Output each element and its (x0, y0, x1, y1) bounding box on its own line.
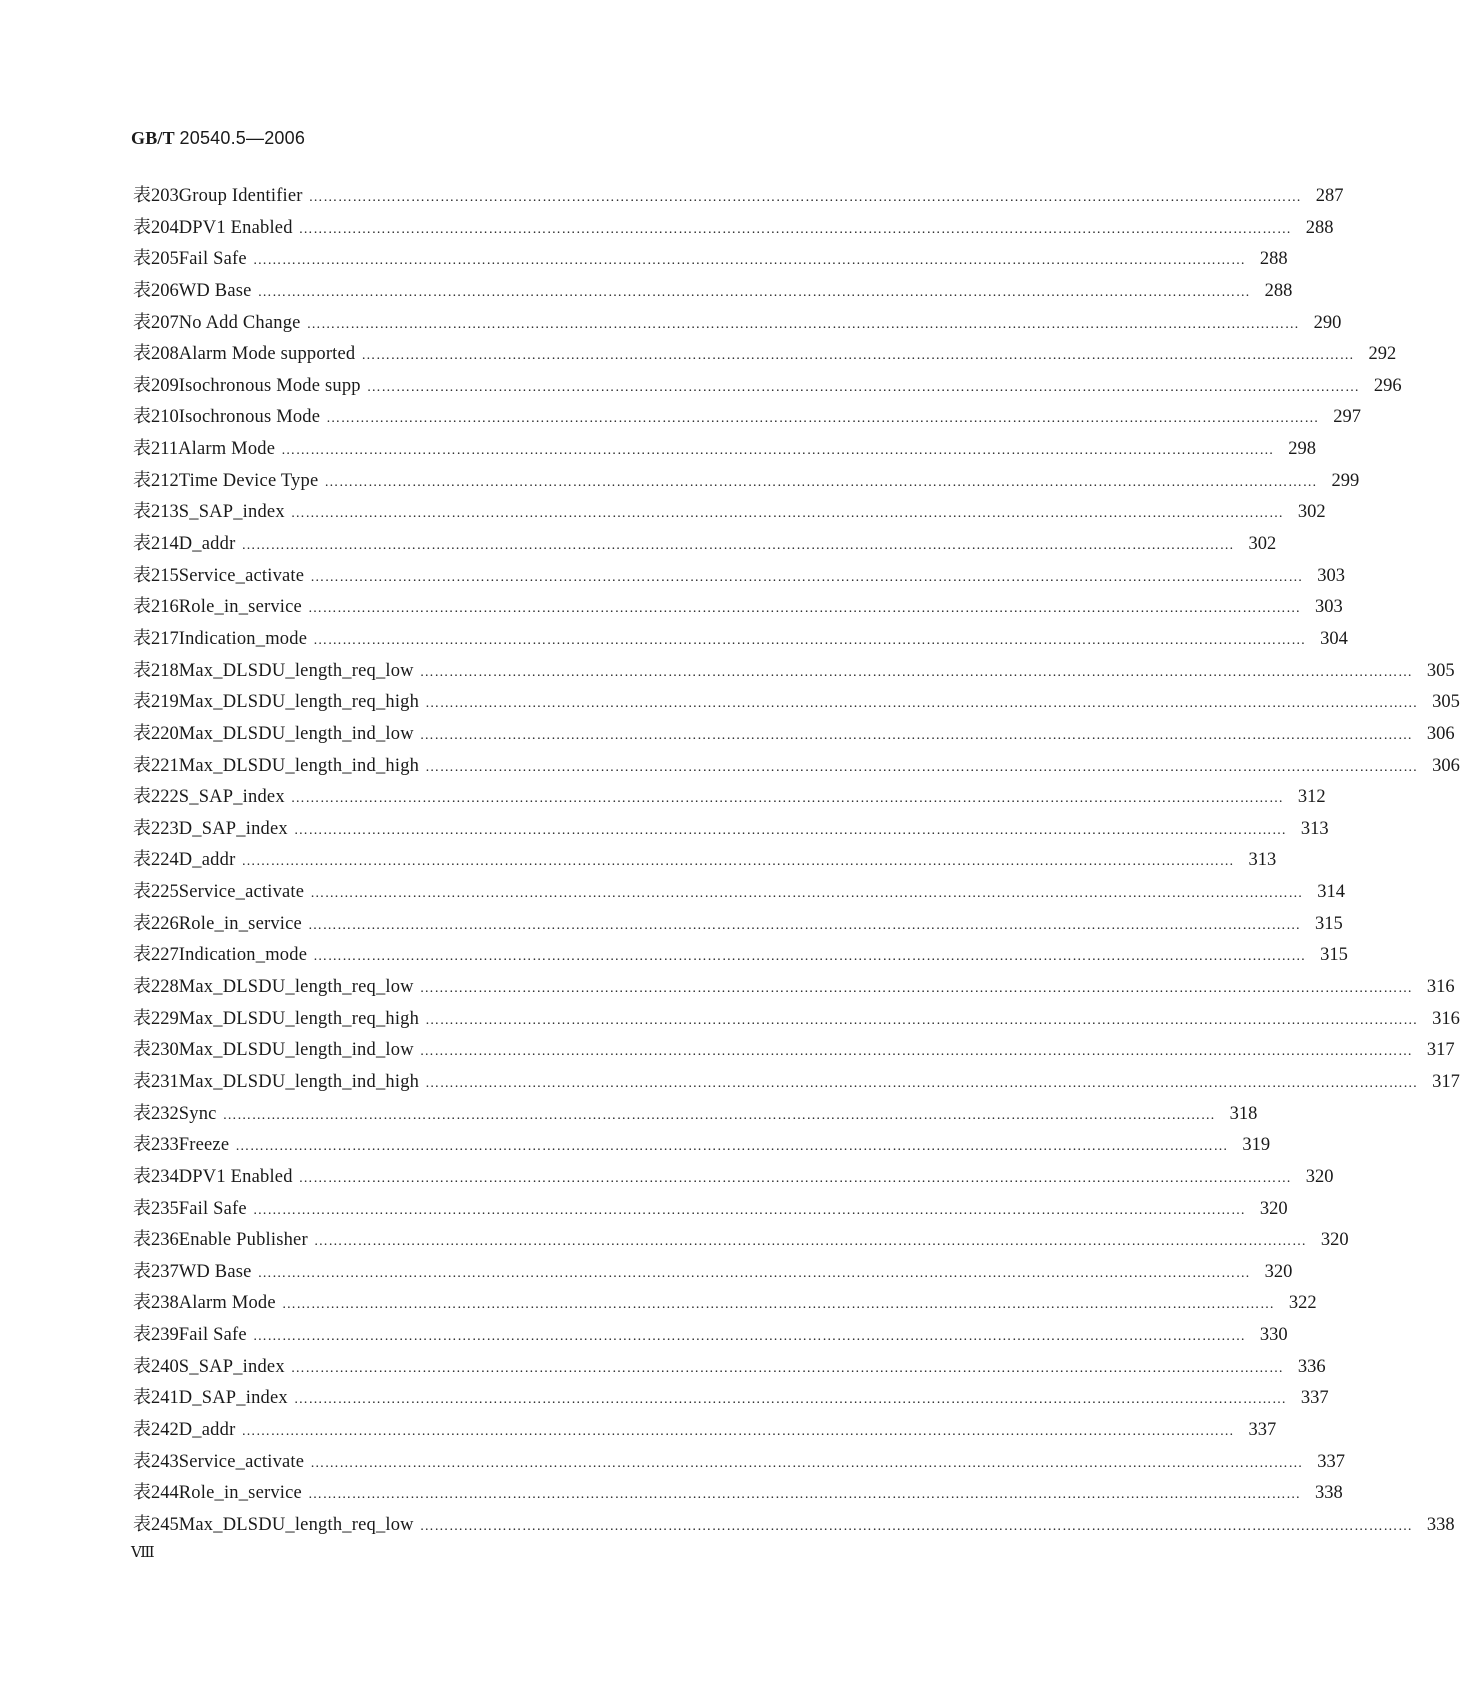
toc-entry-leader-dots: …………………………………………………………………………………………………………………………………………………………………………………… (425, 696, 1418, 712)
toc-entry-leader-dots: …………………………………………………………………………………………………………………………………………………………………………………… (307, 601, 1301, 617)
toc-entry-leader-dots: …………………………………………………………………………………………………………………………………………………………………………………… (310, 886, 1303, 902)
toc-entry-leader-dots: …………………………………………………………………………………………………………………………………………………………………………………… (257, 284, 1251, 300)
toc-entry-number: 243 (151, 1451, 179, 1472)
toc-entry[interactable] (133, 814, 1329, 846)
toc-entry-page: 288 (1264, 280, 1293, 301)
toc-entry-prefix: 表 (133, 817, 151, 839)
toc-entry-title: Max_DLSDU_length_req_low (178, 660, 414, 681)
toc-entry-prefix: 表 (133, 564, 151, 586)
toc-entry-page: 320 (1305, 1166, 1334, 1187)
toc-entry-page: 316 (1432, 1008, 1460, 1029)
toc-entry-title: Max_DLSDU_length_ind_high (178, 755, 420, 776)
toc-entry-prefix: 表 (133, 1355, 151, 1377)
toc-entry-number: 232 (151, 1103, 179, 1124)
toc-entry-number: 240 (151, 1356, 179, 1377)
toc-entry-title: D_SAP_index (178, 1388, 288, 1409)
toc-entry[interactable] (133, 1004, 1460, 1036)
toc-entry-title: DPV1 Enabled (178, 1166, 293, 1187)
toc-entry-title: Max_DLSDU_length_ind_high (178, 1071, 420, 1092)
toc-entry-page: 318 (1229, 1103, 1258, 1124)
toc-entry-page: 304 (1320, 628, 1348, 649)
toc-entry-page: 312 (1297, 787, 1326, 808)
toc-entry-prefix: 表 (133, 1292, 151, 1314)
toc-entry-title: Max_DLSDU_length_req_low (178, 977, 414, 998)
toc-entry-number: 205 (151, 249, 179, 270)
toc-entry-title: Role_in_service (178, 597, 302, 618)
toc-entry-leader-dots: …………………………………………………………………………………………………………………………………………………………………………………… (252, 1202, 1246, 1218)
toc-entry-prefix: 表 (133, 1482, 151, 1504)
toc-entry-title: Group Identifier (178, 186, 303, 206)
toc-entry-leader-dots: …………………………………………………………………………………………………………………………………………………………………………………… (241, 1423, 1235, 1439)
toc-entry[interactable] (133, 1225, 1349, 1257)
toc-entry-title: D_addr (178, 534, 236, 555)
toc-entry-prefix: 表 (133, 216, 151, 238)
toc-entry-title: WD Base (178, 280, 252, 301)
toc-entry-page: 290 (1313, 312, 1342, 333)
toc-entry-number: 214 (151, 534, 179, 555)
toc-entry-title: Isochronous Mode (178, 407, 321, 428)
toc-entry-prefix: 表 (133, 469, 151, 491)
toc-entry-title: Fail Safe (178, 249, 247, 270)
toc-entry[interactable] (133, 434, 1316, 466)
toc-entry[interactable] (133, 466, 1360, 498)
toc-entry-prefix: 表 (133, 1513, 151, 1535)
toc-entry-number: 217 (151, 628, 179, 649)
toc-entry-title: No Add Change (178, 312, 301, 333)
toc-entry-leader-dots: …………………………………………………………………………………………………………………………………………………………………………………… (307, 1487, 1301, 1503)
toc-entry-page: 322 (1288, 1293, 1317, 1314)
toc-entry-page: 314 (1317, 882, 1345, 903)
toc-entry[interactable] (133, 276, 1293, 308)
toc-entry-number: 225 (151, 882, 179, 903)
toc-entry-number: 228 (151, 977, 179, 998)
toc-entry-title: D_addr (178, 1419, 236, 1440)
toc-entry-title: Role_in_service (178, 913, 302, 934)
toc-entry[interactable] (133, 1383, 1329, 1415)
toc-entry-page: 287 (1315, 186, 1344, 206)
toc-entry[interactable] (133, 687, 1460, 719)
toc-entry-page: 303 (1315, 597, 1343, 618)
toc-entry-number: 235 (151, 1198, 179, 1219)
toc-entry-prefix: 表 (133, 976, 151, 998)
toc-entry-title: Indication_mode (178, 628, 308, 649)
toc-entry-title: Role_in_service (178, 1483, 302, 1504)
toc-entry-leader-dots: …………………………………………………………………………………………………………………………………………………………………………………… (425, 1075, 1418, 1091)
toc-entry-page: 305 (1426, 660, 1455, 681)
toc-entry-title: Max_DLSDU_length_ind_low (178, 723, 414, 744)
toc-entry-title: Fail Safe (178, 1198, 247, 1219)
toc-entry-number: 210 (151, 407, 179, 428)
toc-entry[interactable] (133, 402, 1361, 434)
toc-entry-leader-dots: …………………………………………………………………………………………………………………………………………………………………………………… (290, 506, 1284, 522)
toc-entry-title: Alarm Mode (178, 439, 276, 460)
standard-code: GB/T (131, 128, 175, 148)
toc-entry-title: Isochronous Mode supp (178, 375, 361, 396)
toc-entry[interactable] (133, 1510, 1455, 1542)
toc-entry[interactable] (133, 1478, 1343, 1510)
toc-entry-page: 288 (1259, 249, 1288, 270)
toc-entry-title: WD Base (178, 1261, 252, 1282)
toc-entry-prefix: 表 (133, 185, 151, 206)
toc-entry-leader-dots: …………………………………………………………………………………………………………………………………………………………………………………… (310, 569, 1303, 585)
toc-entry-prefix: 表 (133, 912, 151, 934)
toc-entry[interactable] (133, 1288, 1317, 1320)
toc-entry-number: 211 (151, 439, 179, 460)
toc-entry-page: 292 (1368, 344, 1397, 365)
toc-entry-title: Service_activate (178, 1451, 305, 1472)
toc-entry-leader-dots: …………………………………………………………………………………………………………………………………………………………………………………… (419, 1518, 1413, 1534)
toc-entry-title: Time Device Type (178, 470, 319, 491)
toc-entry-number: 244 (151, 1483, 179, 1504)
toc-entry-prefix: 表 (133, 501, 151, 523)
toc-entry-page: 315 (1320, 945, 1348, 966)
toc-entry-page: 303 (1317, 565, 1345, 586)
toc-entry-page: 313 (1300, 818, 1329, 839)
toc-entry-title: Service_activate (178, 565, 305, 586)
toc-entry-number: 215 (151, 565, 179, 586)
toc-entry[interactable] (133, 877, 1345, 909)
toc-entry[interactable] (133, 213, 1334, 245)
toc-entry-page: 315 (1315, 913, 1343, 934)
toc-entry-prefix: 表 (133, 1260, 151, 1282)
toc-entry-prefix: 表 (133, 627, 151, 649)
toc-entry-title: Alarm Mode (178, 1293, 276, 1314)
toc-entry-title: S_SAP_index (178, 787, 285, 808)
toc-entry-prefix: 表 (133, 596, 151, 618)
toc-entry-page: 302 (1297, 502, 1326, 523)
toc-entry-leader-dots: …………………………………………………………………………………………………………………………………………………………………………………… (293, 1392, 1287, 1408)
toc-entry[interactable] (133, 751, 1460, 783)
toc-entry-number: 219 (151, 692, 179, 713)
toc-entry[interactable] (133, 181, 1344, 213)
toc-entry-number: 222 (151, 787, 179, 808)
toc-entry-leader-dots: …………………………………………………………………………………………………………………………………………………………………………………… (313, 1234, 1307, 1250)
toc-entry-number: 218 (151, 660, 179, 681)
toc-entry-prefix: 表 (133, 1197, 151, 1219)
toc-entry-title: Fail Safe (178, 1325, 247, 1346)
toc-entry-number: 229 (151, 1008, 179, 1029)
toc-entry-page: 306 (1432, 755, 1460, 776)
standard-number: 20540.5—2006 (179, 128, 306, 148)
toc-entry-number: 203 (151, 186, 179, 206)
toc-entry[interactable] (133, 1320, 1288, 1352)
toc-entry-page: 336 (1297, 1356, 1326, 1377)
toc-entry-number: 213 (151, 502, 179, 523)
toc-entry-number: 206 (151, 280, 179, 301)
toc-entry[interactable] (133, 497, 1326, 529)
toc-entry-prefix: 表 (133, 1165, 151, 1187)
toc-entry[interactable] (133, 845, 1277, 877)
toc-entry[interactable] (133, 1162, 1334, 1194)
toc-entry-leader-dots: …………………………………………………………………………………………………………………………………………………………………………………… (290, 1360, 1284, 1376)
toc-entry[interactable] (133, 1067, 1460, 1099)
toc-entry-page: 296 (1373, 375, 1402, 396)
toc-entry-prefix: 表 (133, 722, 151, 744)
toc-entry-prefix: 表 (133, 1418, 151, 1440)
toc-entry-leader-dots: …………………………………………………………………………………………………………………………………………………………………………………… (290, 791, 1284, 807)
toc-entry-title: S_SAP_index (178, 1356, 285, 1377)
toc-entry-prefix: 表 (133, 1134, 151, 1156)
toc-entry-number: 220 (151, 723, 179, 744)
toc-entry[interactable] (133, 244, 1288, 276)
toc-entry[interactable] (133, 592, 1343, 624)
toc-entry-leader-dots: …………………………………………………………………………………………………………………………………………………………………………………… (235, 1139, 1229, 1155)
toc-entry-leader-dots: …………………………………………………………………………………………………………………………………………………………………………………… (366, 379, 1360, 395)
toc-entry-prefix: 表 (133, 849, 151, 871)
toc-entry[interactable] (133, 1447, 1345, 1479)
toc-entry-title: Enable Publisher (178, 1230, 308, 1251)
toc-entry-number: 237 (151, 1261, 179, 1282)
toc-entry-prefix: 表 (133, 1039, 151, 1061)
toc-entry-prefix: 表 (133, 1450, 151, 1472)
toc-entry[interactable] (133, 1035, 1455, 1067)
toc-entry-leader-dots: …………………………………………………………………………………………………………………………………………………………………………………… (241, 854, 1235, 870)
toc-entry-page: 298 (1288, 439, 1316, 460)
toc-entry-page: 338 (1315, 1483, 1343, 1504)
toc-entry-leader-dots: …………………………………………………………………………………………………………………………………………………………………………………… (419, 1044, 1413, 1060)
toc-entry-leader-dots: …………………………………………………………………………………………………………………………………………………………………………………… (324, 474, 1318, 490)
toc-entry-title: Sync (178, 1103, 217, 1124)
toc-entry-number: 227 (151, 945, 179, 966)
toc-entry-page: 337 (1248, 1419, 1277, 1440)
toc-entry-leader-dots: …………………………………………………………………………………………………………………………………………………………………………………… (313, 632, 1306, 648)
toc-entry-number: 209 (151, 375, 179, 396)
toc-entry-leader-dots: …………………………………………………………………………………………………………………………………………………………………………………… (298, 1170, 1292, 1186)
toc-entry-leader-dots: …………………………………………………………………………………………………………………………………………………………………………………… (281, 443, 1274, 459)
toc-entry-prefix: 表 (133, 343, 151, 365)
toc-entry-leader-dots: …………………………………………………………………………………………………………………………………………………………………………………… (298, 221, 1292, 237)
toc-entry-leader-dots: …………………………………………………………………………………………………………………………………………………………………………………… (252, 1329, 1246, 1345)
toc-entry-prefix: 表 (133, 279, 151, 301)
toc-entry-prefix: 表 (133, 754, 151, 776)
toc-entry-number: 234 (151, 1166, 179, 1187)
toc-entry[interactable] (133, 529, 1277, 561)
toc-entry-title: Freeze (178, 1135, 230, 1156)
page-number: Ⅷ (131, 1545, 155, 1561)
toc-entry-page: 317 (1432, 1071, 1460, 1092)
toc-entry[interactable] (133, 1130, 1271, 1162)
toc-entry-leader-dots: …………………………………………………………………………………………………………………………………………………………………………………… (222, 1107, 1216, 1123)
toc-entry-prefix: 表 (133, 659, 151, 681)
toc-entry[interactable] (133, 909, 1343, 941)
toc-entry[interactable] (133, 656, 1455, 688)
toc-entry-leader-dots: …………………………………………………………………………………………………………………………………………………………………………………… (252, 253, 1246, 269)
toc-entry-leader-dots: …………………………………………………………………………………………………………………………………………………………………………………… (241, 538, 1235, 554)
toc-entry-leader-dots: …………………………………………………………………………………………………………………………………………………………………………………… (361, 348, 1355, 364)
toc-entry[interactable] (133, 561, 1345, 593)
toc-entry-title: Indication_mode (178, 945, 308, 966)
toc-entry-number: 233 (151, 1135, 179, 1156)
toc-entry-title: D_addr (178, 850, 236, 871)
toc-entry-prefix: 表 (133, 1102, 151, 1124)
toc-entry-number: 241 (151, 1388, 179, 1409)
toc-entry[interactable] (133, 1257, 1293, 1289)
toc-entry-title: D_SAP_index (178, 818, 288, 839)
toc-entry-page: 305 (1432, 692, 1460, 713)
toc-entry-title: Max_DLSDU_length_req_high (178, 692, 420, 713)
toc-entry-leader-dots: …………………………………………………………………………………………………………………………………………………………………………………… (281, 1297, 1275, 1313)
toc-entry[interactable] (133, 1415, 1277, 1447)
toc-entry-number: 226 (151, 913, 179, 934)
toc-entry-prefix: 表 (133, 438, 151, 460)
toc-entry-page: 320 (1264, 1261, 1293, 1282)
toc-entry-page: 288 (1305, 217, 1334, 238)
toc-entry-number: 204 (151, 217, 179, 238)
toc-entry-title: Max_DLSDU_length_ind_low (178, 1040, 414, 1061)
toc-entry[interactable] (133, 1352, 1326, 1384)
toc-entry-number: 230 (151, 1040, 179, 1061)
toc-entry-title: DPV1 Enabled (178, 217, 293, 238)
toc-entry-page: 299 (1331, 470, 1360, 491)
toc-entry-number: 207 (151, 312, 179, 333)
toc-entry-number: 245 (151, 1514, 179, 1535)
toc-entry-title: Alarm Mode supported (178, 344, 356, 365)
toc-entry-number: 223 (151, 818, 179, 839)
toc-entry-number: 224 (151, 850, 179, 871)
toc-entry-page: 316 (1426, 977, 1455, 998)
toc-entry-title: Max_DLSDU_length_req_high (178, 1008, 420, 1029)
toc-entry-page: 320 (1259, 1198, 1288, 1219)
toc-entry-leader-dots: …………………………………………………………………………………………………………………………………………………………………………………… (293, 822, 1287, 838)
toc-entry-leader-dots: …………………………………………………………………………………………………………………………………………………………………………………… (307, 917, 1301, 933)
toc-entry-prefix: 表 (133, 1070, 151, 1092)
toc-entry-page: 330 (1259, 1325, 1288, 1346)
toc-entry[interactable] (133, 308, 1342, 340)
toc-entry-leader-dots: …………………………………………………………………………………………………………………………………………………………………………………… (419, 981, 1413, 997)
toc-entry-page: 338 (1426, 1514, 1455, 1535)
toc-entry-page: 306 (1426, 723, 1455, 744)
toc-entry-prefix: 表 (133, 1387, 151, 1409)
toc-entry-number: 221 (151, 755, 179, 776)
toc-entry-prefix: 表 (133, 1007, 151, 1029)
toc-entry-page: 317 (1426, 1040, 1455, 1061)
toc-entry-prefix: 表 (133, 374, 151, 396)
toc-entry-prefix: 表 (133, 533, 151, 555)
toc-entry-number: 212 (151, 470, 179, 491)
toc-entry-prefix: 表 (133, 406, 151, 428)
toc-entry-title: Max_DLSDU_length_req_low (178, 1514, 414, 1535)
toc-entry-page: 302 (1248, 534, 1277, 555)
toc-entry-prefix: 表 (133, 786, 151, 808)
toc-entry-number: 242 (151, 1419, 179, 1440)
toc-entry-number: 208 (151, 344, 179, 365)
toc-entry-leader-dots: …………………………………………………………………………………………………………………………………………………………………………………… (308, 190, 1302, 205)
toc-entry[interactable] (133, 1194, 1288, 1226)
page-header (131, 128, 305, 149)
table-of-contents (133, 181, 1460, 1542)
toc-entry-number: 231 (151, 1071, 179, 1092)
toc-entry-number: 239 (151, 1325, 179, 1346)
toc-entry[interactable] (133, 371, 1402, 403)
toc-entry-prefix: 表 (133, 311, 151, 333)
toc-entry-leader-dots: …………………………………………………………………………………………………………………………………………………………………………………… (257, 1265, 1251, 1281)
toc-entry-leader-dots: …………………………………………………………………………………………………………………………………………………………………………………… (425, 759, 1418, 775)
toc-entry-prefix: 表 (133, 1229, 151, 1251)
toc-entry-prefix: 表 (133, 691, 151, 713)
toc-entry-title: S_SAP_index (178, 502, 285, 523)
toc-entry[interactable] (133, 719, 1455, 751)
toc-entry[interactable] (133, 624, 1348, 656)
toc-entry-page: 320 (1320, 1230, 1349, 1251)
toc-entry-prefix: 表 (133, 248, 151, 270)
toc-entry-leader-dots: …………………………………………………………………………………………………………………………………………………………………………………… (310, 1455, 1303, 1471)
toc-entry[interactable] (133, 339, 1397, 371)
toc-entry-title: Service_activate (178, 882, 305, 903)
toc-entry-number: 236 (151, 1230, 179, 1251)
toc-entry[interactable] (133, 940, 1348, 972)
toc-entry-page: 337 (1300, 1388, 1329, 1409)
toc-entry-leader-dots: …………………………………………………………………………………………………………………………………………………………………………………… (326, 411, 1319, 427)
toc-entry-page: 337 (1317, 1451, 1345, 1472)
toc-entry-leader-dots: …………………………………………………………………………………………………………………………………………………………………………………… (306, 316, 1300, 332)
toc-entry-number: 216 (151, 597, 179, 618)
toc-entry-prefix: 表 (133, 881, 151, 903)
toc-entry-page: 297 (1333, 407, 1361, 428)
toc-entry-leader-dots: …………………………………………………………………………………………………………………………………………………………………………………… (419, 664, 1413, 680)
toc-entry-prefix: 表 (133, 944, 151, 966)
toc-entry-page: 313 (1248, 850, 1277, 871)
toc-entry-number: 238 (151, 1293, 179, 1314)
toc-entry-leader-dots: …………………………………………………………………………………………………………………………………………………………………………………… (425, 1012, 1418, 1028)
toc-entry[interactable] (133, 1099, 1258, 1131)
toc-entry-leader-dots: …………………………………………………………………………………………………………………………………………………………………………………… (419, 727, 1413, 743)
toc-entry[interactable] (133, 782, 1326, 814)
toc-entry-prefix: 表 (133, 1324, 151, 1346)
toc-entry-leader-dots: …………………………………………………………………………………………………………………………………………………………………………………… (313, 949, 1306, 965)
toc-entry-page: 319 (1242, 1135, 1271, 1156)
toc-entry[interactable] (133, 972, 1455, 1004)
